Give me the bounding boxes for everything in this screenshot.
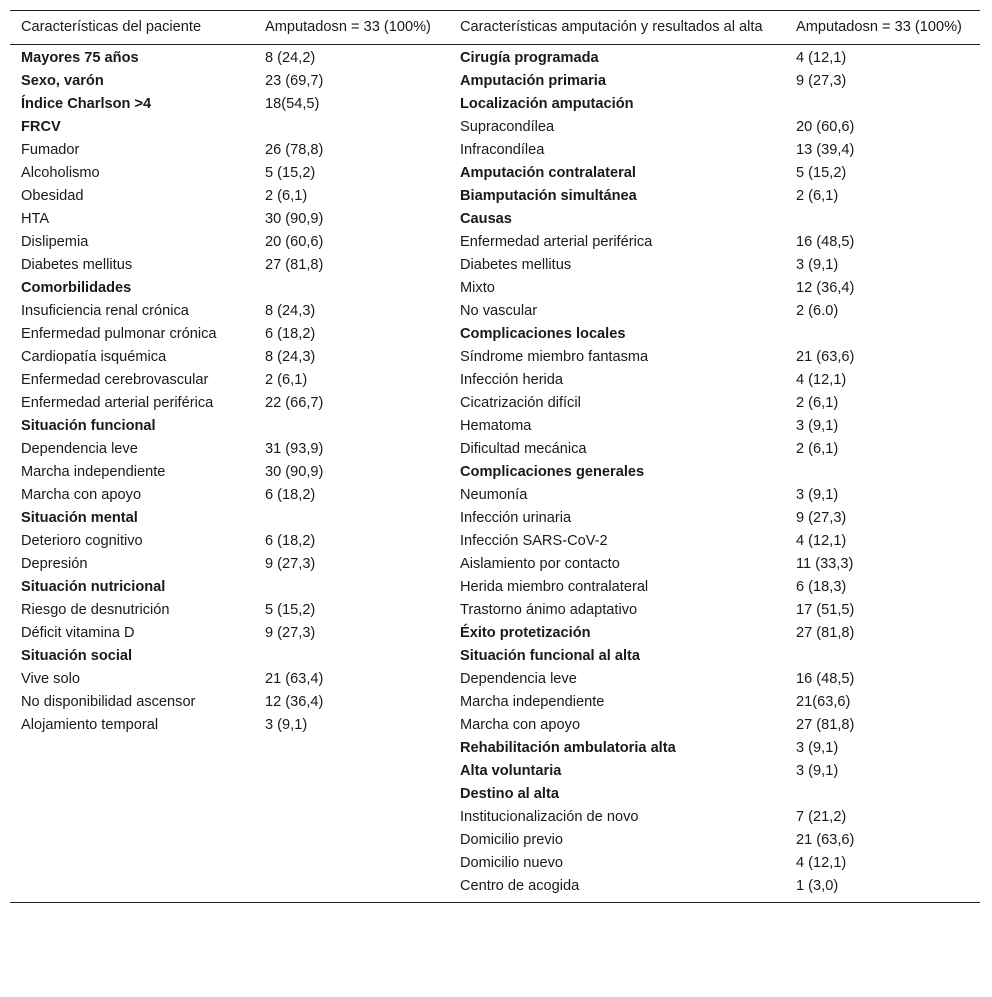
table-header [10,11,980,45]
table-row [10,461,980,484]
amputation-characteristic-label: Cicatrización difícil [460,395,581,411]
amputation-characteristic-label: Marcha independiente [460,694,605,710]
amputation-characteristic-value: 9 (27,3) [796,510,847,526]
table-row [10,484,980,507]
patient-characteristic-value [254,737,449,760]
amputation-characteristic-value: 3 (9,1) [796,418,839,434]
patient-characteristic-value [254,576,449,599]
amputation-characteristic-label: Causas [460,211,512,227]
amputation-characteristic-value: 21(63,6) [796,694,851,710]
table-body [10,45,980,903]
patient-characteristic-label [10,783,254,806]
table-row [10,622,980,645]
table-row [10,507,980,530]
patient-characteristic-label: Comorbilidades [21,280,132,296]
table-row [10,530,980,553]
table-row [10,254,980,277]
table-row [10,369,980,392]
header-amputees-count-2: Amputadosn = 33 (100%) [796,19,962,35]
patient-characteristic-value: 23 (69,7) [265,73,324,89]
amputation-characteristic-value [785,461,980,484]
table-row [10,737,980,760]
patient-characteristic-label: Enfermedad arterial periférica [21,395,214,411]
patient-characteristic-label: Insuficiencia renal crónica [21,303,189,319]
amputation-characteristic-value: 7 (21,2) [796,809,847,825]
patient-characteristic-value [254,852,449,875]
patient-characteristic-label: Dependencia leve [21,441,138,457]
amputation-characteristic-value: 20 (60,6) [796,119,855,135]
table-row [10,668,980,691]
patient-characteristic-value: 30 (90,9) [265,211,324,227]
table-row [10,691,980,714]
patient-characteristic-label [10,760,254,783]
amputation-characteristic-label: Alta voluntaria [460,763,562,779]
patient-characteristic-label: Alcoholismo [21,165,100,181]
amputation-characteristic-label: Dependencia leve [460,671,577,687]
amputation-characteristic-value: 11 (33,3) [796,556,854,572]
patient-characteristic-value [254,507,449,530]
amputation-characteristic-label: Localización amputación [460,96,634,112]
amputation-characteristic-value: 27 (81,8) [796,625,855,641]
amputation-characteristic-value: 13 (39,4) [796,142,855,158]
amputation-characteristic-value: 4 (12,1) [796,533,847,549]
table-row [10,231,980,254]
amputation-characteristic-value: 16 (48,5) [796,671,855,687]
patient-characteristic-value [254,829,449,852]
patient-characteristic-label [10,737,254,760]
patient-characteristic-value [254,783,449,806]
amputation-characteristic-label: Infección urinaria [460,510,572,526]
patient-characteristic-label [10,852,254,875]
table-row [10,806,980,829]
amputation-characteristic-label: Herida miembro contralateral [460,579,649,595]
table-row [10,829,980,852]
patient-characteristic-label: Dislipemia [21,234,89,250]
amputation-characteristic-label: Amputación primaria [460,73,606,89]
amputation-characteristic-value: 2 (6.0) [796,303,839,319]
amputation-characteristic-value: 3 (9,1) [796,763,839,779]
table-row [10,139,980,162]
amputation-characteristic-label: Éxito protetización [460,625,591,641]
header-row [10,11,980,45]
amputation-characteristic-value: 21 (63,6) [796,832,855,848]
amputation-characteristic-label: Aislamiento por contacto [460,556,620,572]
table-row [10,645,980,668]
patient-characteristic-value: 30 (90,9) [265,464,324,480]
patient-characteristic-value [254,760,449,783]
amputation-characteristic-label: Hematoma [460,418,532,434]
amputation-characteristic-label: Biamputación simultánea [460,188,637,204]
table-row [10,323,980,346]
patient-characteristic-label: FRCV [21,119,61,135]
amputation-characteristic-label: Mixto [460,280,495,296]
patient-characteristic-value: 31 (93,9) [265,441,324,457]
patient-characteristic-label: Situación social [21,648,133,664]
amputation-characteristic-label: Amputación contralateral [460,165,636,181]
patient-characteristic-label: Fumador [21,142,80,158]
table-row [10,70,980,93]
amputation-characteristic-value: 1 (3,0) [796,878,839,894]
patient-characteristic-label: Cardiopatía isquémica [21,349,167,365]
amputation-characteristic-label: Infección SARS-CoV-2 [460,533,608,549]
patient-characteristic-value [254,645,449,668]
patient-characteristic-label [10,829,254,852]
patient-characteristic-value: 6 (18,2) [265,487,316,503]
patient-characteristic-label: Marcha independiente [21,464,166,480]
patient-characteristic-value: 22 (66,7) [265,395,324,411]
patient-characteristic-value: 27 (81,8) [265,257,324,273]
table-row [10,415,980,438]
table-row [10,576,980,599]
amputation-characteristic-value: 3 (9,1) [796,740,839,756]
patient-characteristic-label: Marcha con apoyo [21,487,142,503]
patient-characteristic-value: 6 (18,2) [265,533,316,549]
amputation-characteristic-label: Centro de acogida [460,878,580,894]
amputation-characteristic-value: 4 (12,1) [796,50,847,66]
patient-characteristics-table [10,10,980,903]
amputation-characteristic-value [785,208,980,231]
header-patient-characteristics: Características del paciente [21,19,202,35]
amputation-characteristic-label: Cirugía programada [460,50,599,66]
patient-characteristic-value: 6 (18,2) [265,326,316,342]
patient-characteristic-value: 2 (6,1) [265,372,308,388]
amputation-characteristic-value: 2 (6,1) [796,188,839,204]
patient-characteristic-value [254,806,449,829]
patient-characteristic-value: 18(54,5) [265,96,320,112]
patient-characteristic-value [254,415,449,438]
amputation-characteristic-value: 4 (12,1) [796,855,847,871]
patient-characteristic-value: 26 (78,8) [265,142,324,158]
patient-characteristic-value: 8 (24,3) [265,349,316,365]
table-row [10,714,980,737]
table-row [10,93,980,116]
amputation-characteristic-value: 16 (48,5) [796,234,855,250]
table-row [10,392,980,415]
patient-characteristic-label: Alojamiento temporal [21,717,159,733]
table-row [10,208,980,231]
patient-characteristic-value: 8 (24,3) [265,303,316,319]
patient-characteristic-value [254,116,449,139]
patient-characteristic-label: Índice Charlson >4 [21,96,152,112]
table-row [10,185,980,208]
patient-characteristic-label: Depresión [21,556,88,572]
table-row [10,783,980,806]
amputation-characteristic-value [785,323,980,346]
table-row [10,760,980,783]
patient-characteristic-label [10,806,254,829]
patient-characteristic-value [254,875,449,903]
patient-characteristic-label: Obesidad [21,188,84,204]
amputation-characteristic-label: Situación funcional al alta [460,648,641,664]
patient-characteristic-value [254,277,449,300]
amputation-characteristic-label: Síndrome miembro fantasma [460,349,649,365]
amputation-characteristic-label: Marcha con apoyo [460,717,581,733]
patient-characteristic-label: Déficit vitamina D [21,625,135,641]
patient-characteristic-label: Deterioro cognitivo [21,533,143,549]
table-row [10,875,980,903]
patient-characteristic-label: Vive solo [21,671,80,687]
patient-characteristic-value: 8 (24,2) [265,50,316,66]
table-row [10,346,980,369]
patient-characteristic-value: 3 (9,1) [265,717,308,733]
amputation-characteristic-value: 2 (6,1) [796,441,839,457]
patient-characteristic-label: Enfermedad cerebrovascular [21,372,209,388]
table-row [10,300,980,323]
patient-characteristic-value: 2 (6,1) [265,188,308,204]
patient-characteristic-label: Situación funcional [21,418,156,434]
patient-characteristic-label: HTA [21,211,50,227]
amputation-characteristic-label: Destino al alta [460,786,559,802]
table-row [10,599,980,622]
patient-characteristic-label: Riesgo de desnutrición [21,602,170,618]
amputation-characteristic-label: Dificultad mecánica [460,441,587,457]
amputation-characteristic-value: 3 (9,1) [796,257,839,273]
amputation-characteristic-value: 21 (63,6) [796,349,855,365]
amputation-characteristic-value: 27 (81,8) [796,717,855,733]
amputation-characteristic-label: Rehabilitación ambulatoria alta [460,740,676,756]
amputation-characteristic-label: Domicilio nuevo [460,855,564,871]
table-row [10,277,980,300]
patient-characteristic-label: Enfermedad pulmonar crónica [21,326,217,342]
patient-characteristic-label [10,875,254,903]
amputation-characteristic-value: 12 (36,4) [796,280,855,296]
amputation-characteristic-label: Domicilio previo [460,832,563,848]
patient-characteristic-label: No disponibilidad ascensor [21,694,196,710]
amputation-characteristic-label: Complicaciones locales [460,326,626,342]
amputation-characteristic-value: 3 (9,1) [796,487,839,503]
amputation-characteristic-value: 5 (15,2) [796,165,847,181]
patient-characteristic-label: Mayores 75 años [21,50,139,66]
table-row [10,438,980,461]
patient-characteristic-value: 21 (63,4) [265,671,324,687]
patient-characteristic-value: 12 (36,4) [265,694,324,710]
amputation-characteristic-value: 9 (27,3) [796,73,847,89]
header-amputation-characteristics: Características amputación y resultados al alta [460,19,763,35]
amputation-characteristic-label: Infección herida [460,372,564,388]
patient-characteristic-value: 5 (15,2) [265,165,316,181]
table-row [10,45,980,71]
amputation-characteristic-label: Diabetes mellitus [460,257,572,273]
patient-characteristic-label: Diabetes mellitus [21,257,133,273]
amputation-characteristic-label: Complicaciones generales [460,464,645,480]
patient-characteristic-value: 20 (60,6) [265,234,324,250]
table-row [10,116,980,139]
amputation-characteristic-label: Supracondílea [460,119,555,135]
patient-characteristic-value: 5 (15,2) [265,602,316,618]
amputation-characteristic-value [785,93,980,116]
patient-characteristic-label: Situación mental [21,510,138,526]
amputation-characteristic-value: 2 (6,1) [796,395,839,411]
amputation-characteristic-label: Institucionalización de novo [460,809,639,825]
amputation-characteristic-value: 17 (51,5) [796,602,855,618]
amputation-characteristic-label: Trastorno ánimo adaptativo [460,602,638,618]
amputation-characteristic-label: Infracondílea [460,142,545,158]
table-row [10,162,980,185]
patient-characteristic-label: Sexo, varón [21,73,104,89]
amputation-characteristic-value [785,645,980,668]
table-row [10,852,980,875]
patient-characteristic-value: 9 (27,3) [265,625,316,641]
patient-characteristic-label: Situación nutricional [21,579,166,595]
amputation-characteristic-label: No vascular [460,303,538,319]
amputation-characteristic-value: 4 (12,1) [796,372,847,388]
amputation-characteristic-value: 6 (18,3) [796,579,847,595]
amputation-characteristic-label: Enfermedad arterial periférica [460,234,653,250]
table-row [10,553,980,576]
header-amputees-count: Amputadosn = 33 (100%) [265,19,431,35]
patient-characteristic-value: 9 (27,3) [265,556,316,572]
amputation-characteristic-value [785,783,980,806]
amputation-characteristic-label: Neumonía [460,487,528,503]
